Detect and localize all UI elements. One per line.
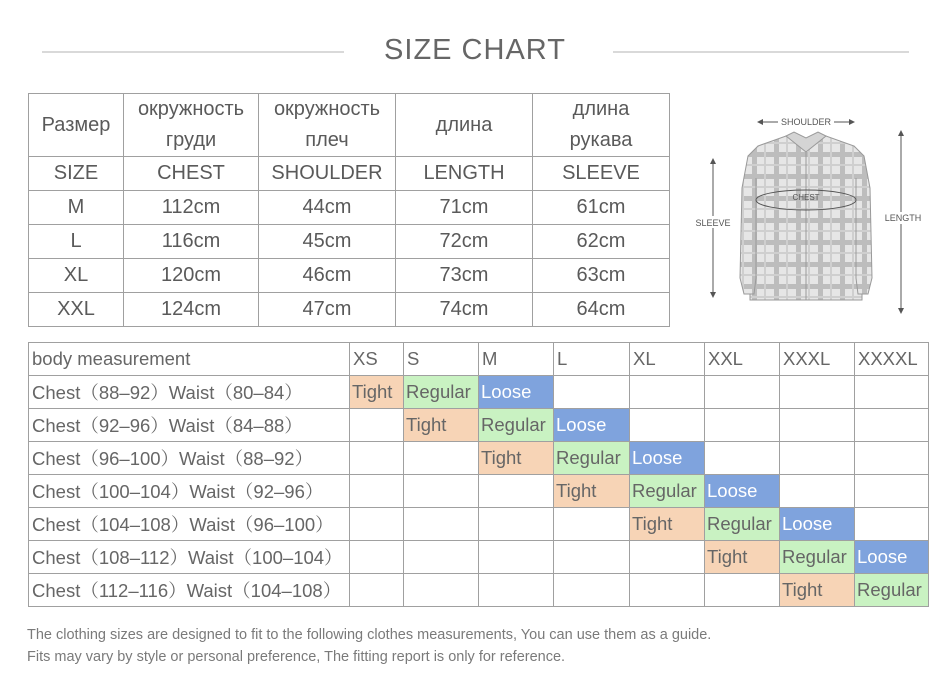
fit-table-header — [29, 343, 929, 376]
fit-loose-cell: Loose — [554, 409, 630, 442]
fit-empty-cell — [705, 442, 780, 475]
size-table-row — [29, 225, 670, 259]
size-table-header-en — [29, 157, 670, 191]
size-header-ru-cell — [259, 94, 396, 157]
fit-empty-cell — [350, 409, 404, 442]
fit-regular-cell: Regular — [479, 409, 554, 442]
fit-empty-cell — [554, 376, 630, 409]
measurement-label: Chest（88–92）Waist（80–84） — [29, 376, 350, 409]
size-header-ru-cell — [396, 94, 533, 157]
measurement-label: Chest（108–112）Waist（100–104） — [29, 541, 350, 574]
note-line-1: The clothing sizes are designed to fit to the following clothes measurements, You can use them as a guide. — [27, 627, 712, 643]
fit-empty-cell — [479, 541, 554, 574]
shirt-illustration — [740, 132, 872, 300]
measurement-cell: 124cm — [124, 293, 259, 327]
fit-tight-cell: Tight — [705, 541, 780, 574]
measurement-label: Chest（96–100）Waist（88–92） — [29, 442, 350, 475]
fit-tight-cell: Tight — [630, 508, 705, 541]
fit-empty-cell — [630, 574, 705, 607]
measurement-cell: 45cm — [259, 225, 396, 259]
size-column-header: XS — [350, 343, 404, 376]
fit-empty-cell — [855, 376, 929, 409]
fit-table-row — [29, 442, 929, 475]
size-cell: L — [29, 225, 124, 259]
size-column-header: L — [554, 343, 630, 376]
fit-regular-cell: Regular — [630, 475, 705, 508]
measurement-cell: 61cm — [533, 191, 670, 225]
size-header-en-cell: SHOULDER — [259, 157, 396, 191]
measurement-cell: 116cm — [124, 225, 259, 259]
fit-empty-cell — [780, 475, 855, 508]
body-measurement-header: body measurement — [29, 343, 350, 376]
shoulder-label: SHOULDER — [780, 117, 832, 127]
size-header-en-cell: SIZE — [29, 157, 124, 191]
fit-empty-cell — [780, 409, 855, 442]
size-header-ru-cell — [29, 94, 124, 157]
fit-empty-cell — [404, 574, 479, 607]
size-header-ru-cell — [124, 94, 259, 157]
measurement-cell: 74cm — [396, 293, 533, 327]
size-column-header: M — [479, 343, 554, 376]
size-table-header-ru — [29, 94, 670, 157]
fit-empty-cell — [630, 376, 705, 409]
fit-empty-cell — [404, 475, 479, 508]
size-column-header: XL — [630, 343, 705, 376]
measurement-label: Chest（92–96）Waist（84–88） — [29, 409, 350, 442]
fit-loose-cell: Loose — [630, 442, 705, 475]
measurement-cell: 71cm — [396, 191, 533, 225]
fit-empty-cell — [855, 409, 929, 442]
fit-empty-cell — [780, 376, 855, 409]
fit-empty-cell — [479, 508, 554, 541]
fit-empty-cell — [554, 574, 630, 607]
fit-empty-cell — [630, 409, 705, 442]
size-header-en-cell: SLEEVE — [533, 157, 670, 191]
fit-tight-cell: Tight — [404, 409, 479, 442]
fit-table-row — [29, 409, 929, 442]
fit-loose-cell: Loose — [705, 475, 780, 508]
size-header-ru-text: окружность — [137, 98, 245, 120]
size-column-header: XXL — [705, 343, 780, 376]
measurement-cell: 47cm — [259, 293, 396, 327]
size-table — [28, 93, 670, 327]
fit-empty-cell — [479, 475, 554, 508]
fit-regular-cell: Regular — [855, 574, 929, 607]
measurement-cell: 64cm — [533, 293, 670, 327]
measurement-cell: 63cm — [533, 259, 670, 293]
fit-empty-cell — [404, 442, 479, 475]
size-table-row — [29, 259, 670, 293]
fit-empty-cell — [705, 574, 780, 607]
fit-loose-cell: Loose — [855, 541, 929, 574]
chest-label: CHEST — [792, 193, 820, 202]
fit-regular-cell: Regular — [705, 508, 780, 541]
fit-empty-cell — [350, 442, 404, 475]
fit-empty-cell — [350, 508, 404, 541]
size-header-en-cell: CHEST — [124, 157, 259, 191]
shirt-diagram — [686, 108, 926, 318]
measurement-cell: 44cm — [259, 191, 396, 225]
size-table-row — [29, 191, 670, 225]
fit-empty-cell — [350, 574, 404, 607]
size-header-ru-text: плеч — [305, 129, 349, 151]
length-label: LENGTH — [884, 213, 922, 223]
measurement-cell: 73cm — [396, 259, 533, 293]
size-header-ru-cell — [533, 94, 670, 157]
sleeve-label: SLEEVE — [695, 218, 731, 228]
fit-loose-cell: Loose — [479, 376, 554, 409]
fit-tight-cell: Tight — [350, 376, 404, 409]
measurement-cell: 112cm — [124, 191, 259, 225]
measurement-cell: 46cm — [259, 259, 396, 293]
fit-empty-cell — [554, 508, 630, 541]
fit-empty-cell — [350, 475, 404, 508]
page-title: SIZE CHART — [384, 34, 566, 66]
size-cell: XL — [29, 259, 124, 293]
fit-empty-cell — [855, 475, 929, 508]
fit-empty-cell — [855, 508, 929, 541]
size-column-header: XXXL — [780, 343, 855, 376]
fit-tight-cell: Tight — [780, 574, 855, 607]
note-line-2: Fits may vary by style or personal preference, The fitting report is only for reference. — [27, 649, 566, 665]
fit-regular-cell: Regular — [780, 541, 855, 574]
measurement-cell: 120cm — [124, 259, 259, 293]
size-column-header: XXXXL — [855, 343, 929, 376]
fit-regular-cell: Regular — [404, 376, 479, 409]
fit-empty-cell — [479, 574, 554, 607]
fit-empty-cell — [404, 541, 479, 574]
measurement-label: Chest（104–108）Waist（96–100） — [29, 508, 350, 541]
fit-empty-cell — [705, 409, 780, 442]
fit-tight-cell: Tight — [554, 475, 630, 508]
size-header-ru-text: Размер — [41, 113, 111, 136]
fit-table-row — [29, 475, 929, 508]
size-header-en-cell: LENGTH — [396, 157, 533, 191]
fit-empty-cell — [350, 541, 404, 574]
fit-table-row — [29, 376, 929, 409]
size-column-header: S — [404, 343, 479, 376]
fit-table-row — [29, 541, 929, 574]
size-table-row — [29, 293, 670, 327]
fit-table-row — [29, 574, 929, 607]
size-header-ru-text: груди — [165, 129, 217, 151]
fit-regular-cell: Regular — [554, 442, 630, 475]
fit-empty-cell — [855, 442, 929, 475]
fit-empty-cell — [630, 541, 705, 574]
fit-table — [28, 342, 929, 607]
fit-tight-cell: Tight — [479, 442, 554, 475]
size-header-ru-text: рукава — [569, 129, 633, 151]
measurement-label: Chest（112–116）Waist（104–108） — [29, 574, 350, 607]
fit-empty-cell — [705, 376, 780, 409]
measurement-label: Chest（100–104）Waist（92–96） — [29, 475, 350, 508]
fit-empty-cell — [780, 442, 855, 475]
size-header-ru-text: длина — [572, 98, 630, 120]
fit-loose-cell: Loose — [780, 508, 855, 541]
size-header-ru-text: длина — [435, 113, 493, 136]
size-header-ru-text: окружность — [273, 98, 381, 120]
size-cell: XXL — [29, 293, 124, 327]
measurement-cell: 62cm — [533, 225, 670, 259]
fit-empty-cell — [554, 541, 630, 574]
fit-table-row — [29, 508, 929, 541]
fit-empty-cell — [404, 508, 479, 541]
measurement-cell: 72cm — [396, 225, 533, 259]
size-cell: M — [29, 191, 124, 225]
